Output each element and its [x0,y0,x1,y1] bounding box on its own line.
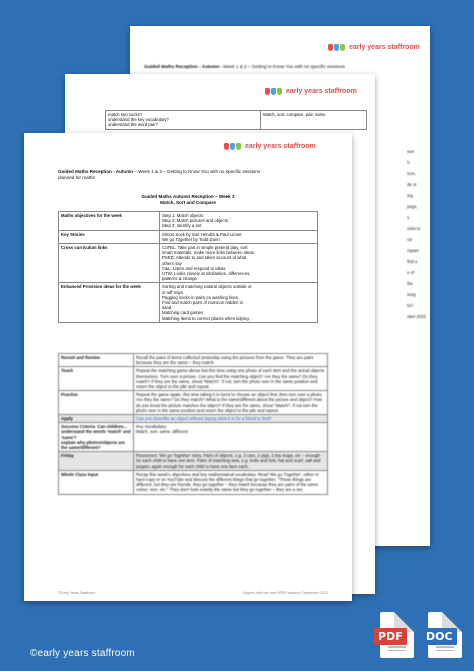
doc-badge: DOC [422,628,457,645]
row-value: Sorting and matching natural objects outside or in tuff trays. Pegging socks in pairs on washing lines. Find and match pairs of numicon hidden in sand. Matching card games Matching items to correct places when tidying. [160,283,318,322]
side-text-line: ing. [407,193,414,198]
front-page-title: Guided Maths Reception - Autumn [58,169,134,174]
back-page-title: Guided Maths Reception - Autumn [144,64,220,69]
row-label: Enhanced Provision ideas for the week [59,283,160,322]
table-row [59,470,328,494]
table-row [59,391,328,415]
side-text-line: ober 2023 [407,314,426,319]
logo-text: early years staffroom [349,44,420,51]
side-text-line: e of [407,270,415,275]
table-row [59,283,318,322]
week-title-line-1: Guided Maths Autumn Reception – Week 3 [141,194,235,199]
table-row [106,111,367,130]
week-title [24,194,352,206]
pdf-file-icon[interactable] [380,612,414,658]
table-row [59,244,318,283]
hands-icon [328,44,345,51]
row-value: Step 1: Match objects Step 2: Match pictures and objects Step 3: Identify a set [160,212,318,231]
front-page-preview [24,133,352,601]
staffroom-logo [224,143,316,150]
front-page-subtitle-2: planned for maths [58,175,95,180]
back-page-side-text [407,146,426,322]
lesson-text: Resources: 'We go Together' story, Pairs of objects, e.g. 2 cars, 2 pigs, 2 tea mugs, etc – enough for each child to have one item. Pairs of matching sets, e.g. knife and fork, hat and scarf, salt and pepper, again enough for each child to have one item each. [134,452,328,471]
front-page-subtitle: – Week 1 & 2 – Getting to Know You with no specific sessions [133,169,261,174]
lesson-text: Key Vocabulary: Match, sort, same, different [134,423,328,452]
doc-file-icon[interactable] [428,612,462,658]
side-text-line: nd [407,237,412,242]
table-cell: match two socks? understand the key vocabulary? understand the word pair? [106,111,261,130]
lesson-label: Practise [59,391,134,415]
table-row [59,367,328,391]
side-text-line: h [407,160,410,165]
side-text-line: de or [407,182,417,187]
lesson-label: Revisit and Review [59,354,134,367]
lesson-label: Friday [59,452,134,471]
front-page-header [58,169,338,181]
table-row [59,212,318,231]
side-text-line: the [407,281,413,286]
table-row [59,452,328,471]
staffroom-logo [328,44,420,51]
side-text-line: mpare [407,248,419,253]
lesson-label: Apply [59,415,134,423]
week-title-line-2: Match, Sort and Compare [160,200,216,205]
lesson-label: Success Criteria: Can children... understand the words 'match' and 'same'? explain why photos/objects are the same/different? [59,423,134,452]
hands-icon [224,143,241,150]
hands-icon [265,88,282,95]
side-text-line: pegs, [407,204,418,209]
lesson-text: Recall the pairs of items collected yesterday using the pictures from the game. They are pairs because they are the same – they match. [134,354,328,367]
side-text-line: ks? [407,303,414,308]
side-text-line: iving [407,292,416,297]
table-row [59,354,328,367]
side-text-line: ices, [407,171,416,176]
side-text-line: find a [407,259,418,264]
staffroom-logo [265,88,357,95]
lesson-table [58,353,328,495]
footer-right: Aligned with the new NFER scheme September 2023 [243,591,328,595]
side-text-line: ocks to [407,226,421,231]
lesson-text: Can you describe an object without saying what it is for a friend to find? [134,415,328,423]
lesson-text: Recap this week's objectives and key mathematical vocabulary. Read 'We go Together', either in hard copy or on YouTube and discuss the different things that go together. "These things are different, but they are friends, they go together – they match because they are pairs of the same colour, size, etc." They don't look exactly the same but they go together – they are a set. [134,470,328,494]
middle-page-table [105,110,367,130]
table-row [59,230,318,243]
logo-text: early years staffroom [245,143,316,150]
footer-left: ©Early Years Staffroom [58,591,96,595]
lesson-text: Repeat the matching game above but this time using one photo of each item and the actual objects themselves. Turn over a picture. Can you find the matching object? Are they the same? Do they match? If they are the same, shout "Match!". If not, turn the photo over in the same position and return the object to the pile and repeat. [134,367,328,391]
row-value: CoFEL: Take part in simple pretend play, sort smart materials, make more links between ideas PSED: Attends to and takes account of what others say C&L: Listen and respond to ideas UTW: Looks closely at similarities, differences, patterns & change [160,244,318,283]
pdf-badge: PDF [374,628,407,645]
brand-footer: ©early years staffroom [30,648,135,659]
back-page-header [144,64,424,70]
table-row [59,415,328,423]
side-text-line: sort [407,149,415,154]
back-page-subtitle: – Week 1 & 2 – Getting to Know You with no specific sessions [219,64,345,69]
table-cell: Match, sort, compare, pair, same [261,111,367,130]
row-label: Maths objectives for the week [59,212,160,231]
row-label: Cross curriculum links [59,244,160,283]
objectives-table [58,211,318,323]
logo-text: early years staffroom [286,88,357,95]
side-text-line: s [407,215,410,220]
lesson-label: Teach [59,367,134,391]
table-row [59,423,328,452]
lesson-label: Whole Class Input [59,470,134,494]
row-label: Key Stories [59,230,160,243]
row-value: Simon Sock by Sue Hendra & Paul Linnet We go Together by Todd Dunn [160,230,318,243]
lesson-text: Repeat the game again, this time taking it in turns to choose an object first, then turn over a photo. Are they the same? Do they match? What is the same/different about the picture and object? How do you know the picture matches the object? If they are the same, shout "Match!", if not turn the photo over in the same position and return the object to the pile and repeat. [134,391,328,415]
